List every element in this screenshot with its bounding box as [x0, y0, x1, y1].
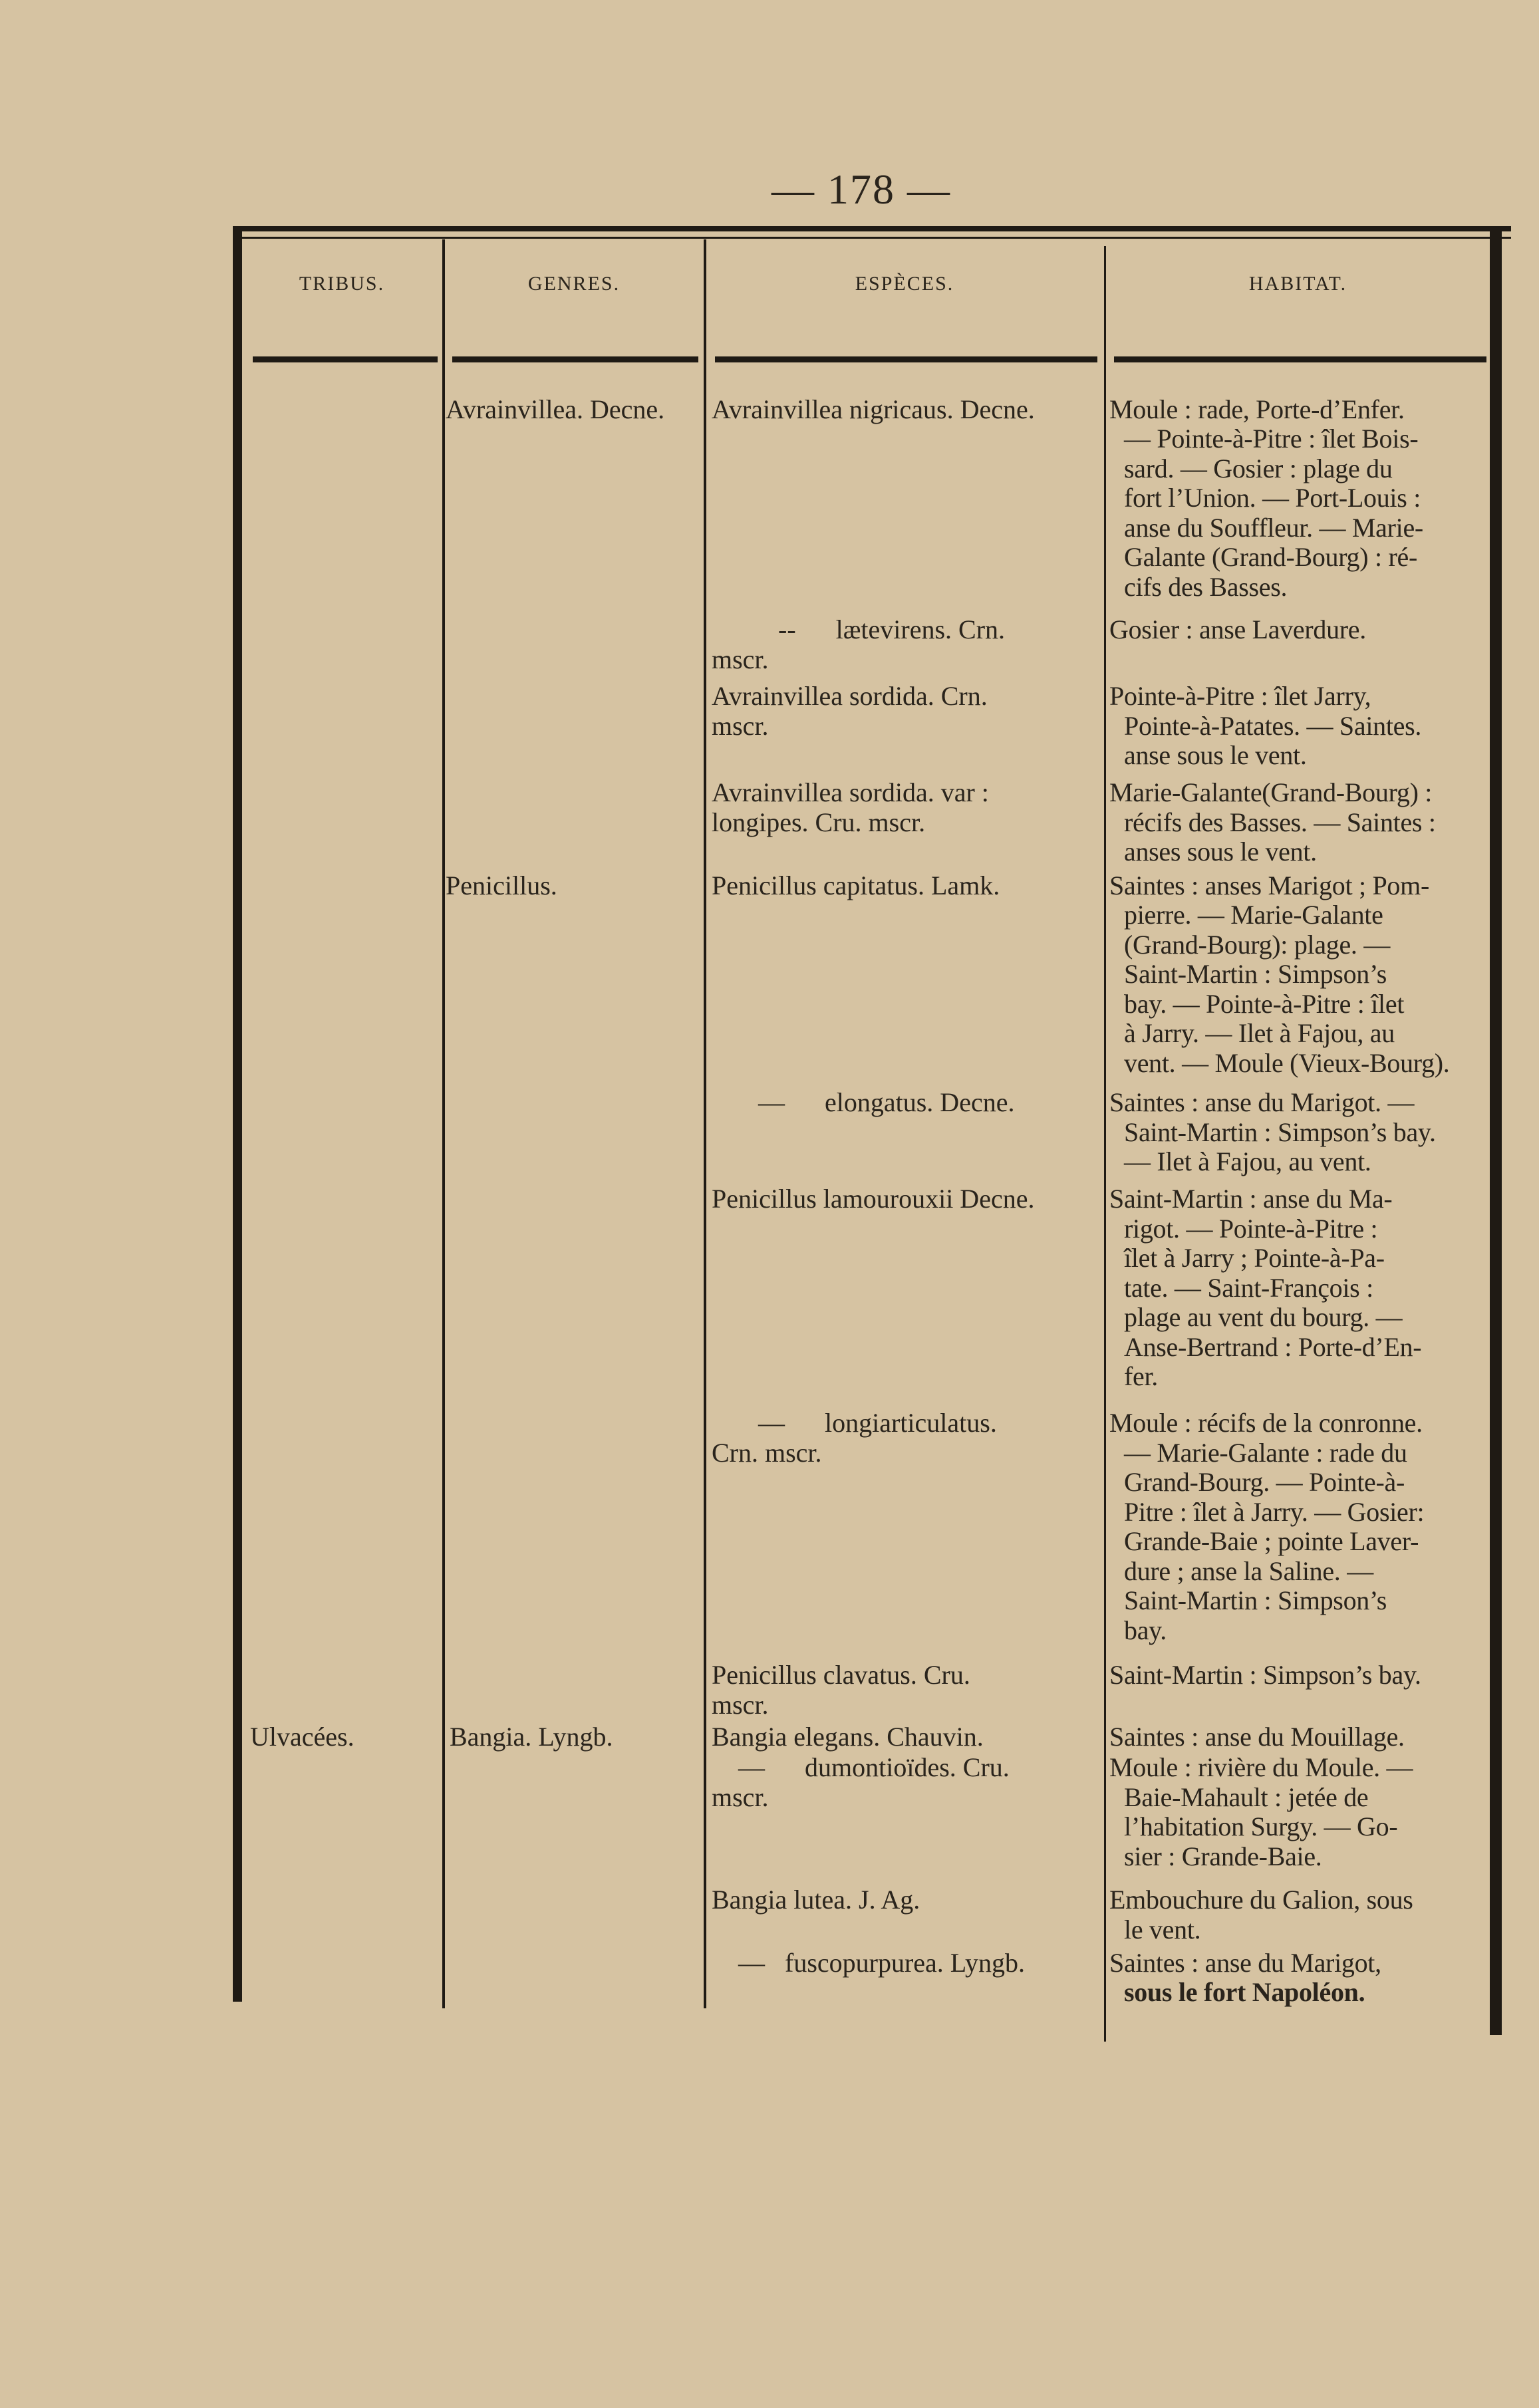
habitat-line: Grand-Bourg. — Pointe-à-: [1124, 1467, 1405, 1497]
espece-line: Bangia elegans. Chauvin.: [712, 1722, 984, 1752]
espece-line: — fuscopurpurea. Lyngb.: [738, 1948, 1026, 1978]
habitat-line: Saint-Martin : anse du Ma-: [1109, 1184, 1393, 1214]
header-rule-especes: [715, 356, 1097, 362]
tribu-cell: Ulvacées.: [250, 1722, 354, 1752]
habitat-line: — Marie-Galante : rade du: [1124, 1438, 1407, 1468]
habitat-line: fort l’Union. — Port-Louis :: [1124, 483, 1421, 513]
header-genres: GENRES.: [527, 273, 621, 295]
habitat-line: anses sous le vent.: [1124, 837, 1317, 867]
header-tribus: TRIBUS.: [299, 273, 385, 295]
habitat-line: rigot. — Pointe-à-Pitre :: [1124, 1214, 1378, 1244]
habitat-line: Marie-Galante(Grand-Bourg) :: [1109, 777, 1433, 807]
genre-cell: Penicillus.: [446, 870, 557, 900]
espece-line: — longiarticulatus.: [758, 1408, 997, 1438]
habitat-line: Moule : rivière du Moule. —: [1109, 1752, 1413, 1782]
espece-line: Penicillus lamourouxii Decne.: [712, 1184, 1035, 1214]
espece-line: Penicillus clavatus. Cru.: [712, 1660, 970, 1690]
column-divider-habitat: [1104, 246, 1106, 2042]
habitat-line: vent. — Moule (Vieux-Bourg).: [1124, 1048, 1450, 1078]
habitat-line: bay. — Pointe-à-Pitre : îlet: [1124, 989, 1405, 1019]
habitat-line: Saint-Martin : Simpson’s: [1124, 1585, 1387, 1615]
header-especes: ESPÈCES.: [855, 273, 954, 295]
habitat-line: récifs des Basses. — Saintes :: [1124, 807, 1436, 837]
habitat-line: (Grand-Bourg): plage. —: [1124, 930, 1391, 960]
habitat-line: Pointe-à-Patates. — Saintes.: [1124, 711, 1422, 741]
habitat-line: Grande-Baie ; pointe Laver-: [1124, 1526, 1419, 1556]
habitat-line: bay.: [1124, 1615, 1167, 1645]
habitat-line: Baie-Mahault : jetée de: [1124, 1782, 1369, 1812]
header-habitat: HABITAT.: [1248, 273, 1347, 295]
espece-line: Penicillus capitatus. Lamk.: [712, 870, 1000, 900]
habitat-line: Saintes : anse du Marigot,: [1109, 1948, 1381, 1978]
habitat-line: sier : Grande-Baie.: [1124, 1841, 1322, 1871]
page-number: — 178 —: [771, 166, 951, 213]
habitat-line: anse sous le vent.: [1124, 740, 1307, 770]
habitat-line: Galante (Grand-Bourg) : ré-: [1124, 542, 1417, 572]
table-right-border: [1490, 226, 1502, 2035]
habitat-line: dure ; anse la Saline. —: [1124, 1556, 1373, 1586]
genre-cell: Avrainvillea. Decne.: [446, 394, 665, 424]
habitat-line: Moule : récifs de la conronne.: [1109, 1408, 1423, 1438]
espece-line: Avrainvillea sordida. Crn.: [712, 681, 988, 711]
habitat-line: l’habitation Surgy. — Go-: [1124, 1811, 1398, 1841]
habitat-line: Saintes : anse du Mouillage.: [1109, 1722, 1405, 1752]
habitat-line: Saint-Martin : Simpson’s bay.: [1109, 1660, 1421, 1690]
habitat-line: à Jarry. — Ilet à Fajou, au: [1124, 1018, 1395, 1048]
habitat-line: îlet à Jarry ; Pointe-à-Pa-: [1124, 1243, 1385, 1273]
espece-line: -- lætevirens. Crn.: [778, 614, 1006, 644]
habitat-line: Embouchure du Galion, sous: [1109, 1885, 1413, 1915]
habitat-line: tate. — Saint-François :: [1124, 1273, 1373, 1303]
table-top-rule: [233, 226, 1511, 231]
habitat-line: Moule : rade, Porte-d’Enfer.: [1109, 394, 1405, 424]
habitat-line: sard. — Gosier : plage du: [1124, 454, 1393, 483]
espece-line: Avrainvillea sordida. var :: [712, 777, 989, 807]
habitat-line: Saint-Martin : Simpson’s bay.: [1124, 1117, 1436, 1147]
habitat-line: plage au vent du bourg. —: [1124, 1302, 1403, 1332]
habitat-line: Saintes : anses Marigot ; Pom-: [1109, 870, 1429, 900]
espece-line: Crn. mscr.: [712, 1438, 822, 1468]
espece-line: — elongatus. Decne.: [758, 1087, 1015, 1117]
habitat-line: Pointe-à-Pitre : îlet Jarry,: [1109, 681, 1371, 711]
habitat-line: Anse-Bertrand : Porte-d’En-: [1124, 1332, 1422, 1362]
espece-line: Avrainvillea nigricaus. Decne.: [712, 394, 1035, 424]
habitat-line: pierre. — Marie-Galante: [1124, 900, 1383, 930]
habitat-line: Pitre : îlet à Jarry. — Gosier:: [1124, 1497, 1425, 1527]
column-divider-genres: [442, 239, 445, 2008]
espece-line: mscr.: [712, 644, 769, 674]
espece-line: longipes. Cru. mscr.: [712, 807, 926, 837]
espece-line: mscr.: [712, 1782, 769, 1812]
espece-line: Bangia lutea. J. Ag.: [712, 1885, 920, 1915]
espece-line: mscr.: [712, 1690, 769, 1720]
table-left-border: [233, 226, 242, 2002]
header-rule-tribus: [253, 356, 438, 362]
habitat-line: Saint-Martin : Simpson’s: [1124, 959, 1387, 989]
table-top-rule-thin: [233, 237, 1511, 239]
habitat-line: Gosier : anse Laverdure.: [1109, 614, 1366, 644]
habitat-line: Saintes : anse du Marigot. —: [1109, 1087, 1415, 1117]
habitat-line: — Pointe-à-Pitre : îlet Bois-: [1124, 424, 1419, 454]
habitat-line: cifs des Basses.: [1124, 572, 1288, 602]
column-divider-especes: [704, 239, 706, 2008]
header-rule-genres: [452, 356, 698, 362]
habitat-line: anse du Souffleur. — Marie-: [1124, 513, 1423, 543]
genre-cell: Bangia. Lyngb.: [450, 1722, 613, 1752]
habitat-line: fer.: [1124, 1361, 1158, 1391]
header-rule-habitat: [1114, 356, 1486, 362]
habitat-line: — Ilet à Fajou, au vent.: [1124, 1146, 1371, 1176]
espece-line: mscr.: [712, 711, 769, 741]
espece-line: — dumontioïdes. Cru.: [738, 1752, 1010, 1782]
habitat-line: sous le fort Napoléon.: [1124, 1977, 1365, 2007]
habitat-line: le vent.: [1124, 1915, 1201, 1944]
